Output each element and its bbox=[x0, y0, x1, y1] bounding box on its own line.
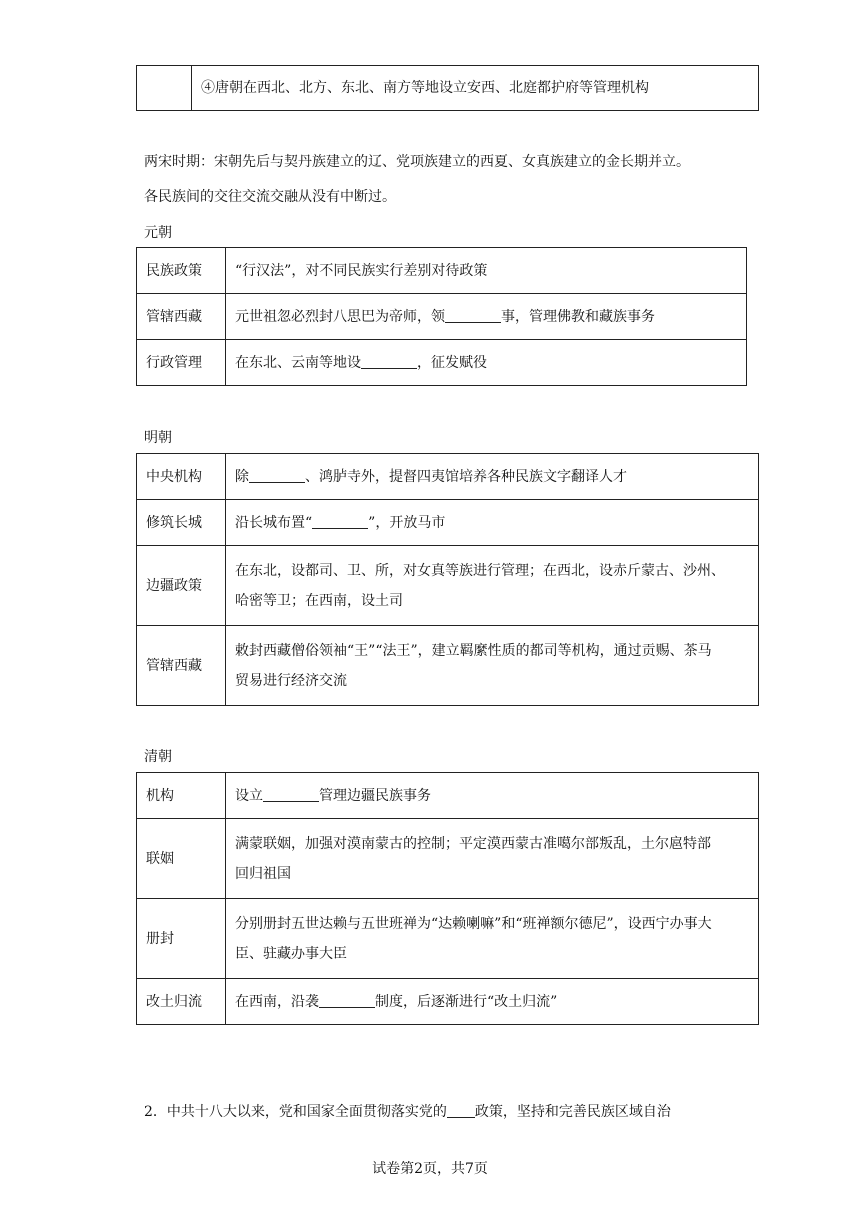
row-text bbox=[226, 294, 747, 340]
row-key: 行政管理 bbox=[137, 340, 226, 386]
text-after: ，征发赋役 bbox=[417, 354, 487, 371]
table-row bbox=[137, 626, 759, 706]
row-key: 修筑长城 bbox=[137, 500, 226, 546]
table-row bbox=[137, 979, 759, 1025]
question-2 bbox=[144, 1099, 671, 1121]
text-line-1: 分别册封五世达赖与五世班禅为“达赖喇嘛”和“班禅额尔德尼”，设西宁办事大 bbox=[235, 915, 712, 932]
text-line-1: 满蒙联姻，加强对漠南蒙古的控制；平定漠西蒙古准噶尔部叛乱，土尔扈特部 bbox=[235, 835, 711, 852]
text-line-2: 哈密等卫；在西南，设土司 bbox=[235, 592, 403, 609]
text-after: 管理边疆民族事务 bbox=[319, 787, 431, 804]
text-line-1: 在东北，设都司、卫、所，对女真等族进行管理；在西北，设赤斤蒙古、沙州、 bbox=[235, 562, 725, 579]
page-footer: 试卷第2页，共7页 bbox=[372, 1161, 488, 1177]
yuan-table bbox=[136, 247, 747, 386]
answer-blank[interactable] bbox=[319, 989, 375, 1008]
table-row bbox=[137, 500, 759, 546]
row-key: 边疆政策 bbox=[137, 546, 226, 626]
row-key: 册封 bbox=[137, 899, 226, 979]
question-number: 2． bbox=[144, 1104, 167, 1120]
table-row bbox=[137, 294, 747, 340]
table-row bbox=[137, 248, 747, 294]
song-line-1: 两宋时期：宋朝先后与契丹族建立的辽、党项族建立的西夏、女真族建立的金长期并立。 bbox=[144, 154, 690, 170]
row-key: 机构 bbox=[137, 773, 226, 819]
text-before: 在东北、云南等地设 bbox=[235, 354, 361, 371]
table-row bbox=[137, 773, 759, 819]
row-key: 联姻 bbox=[137, 819, 226, 899]
row-text bbox=[226, 546, 759, 626]
text-line-1: 敕封西藏僧俗领袖“王”“法王”，建立羁縻性质的都司等机构，通过贡赐、茶马 bbox=[235, 642, 712, 659]
text-before: 元世祖忽必烈封八思巴为帝师，领 bbox=[235, 308, 445, 325]
text-after: 、鸿胪寺外，提督四夷馆培养各种民族文字翻译人才 bbox=[305, 468, 627, 485]
row-text bbox=[226, 819, 759, 899]
qing-table bbox=[136, 772, 759, 1025]
text-before: 除 bbox=[235, 468, 249, 485]
row-text bbox=[226, 773, 759, 819]
text-after: ”，开放马市 bbox=[368, 514, 446, 531]
text-before: 在西南，沿袭 bbox=[235, 993, 319, 1010]
text-line-2: 回归祖国 bbox=[235, 865, 291, 882]
row-text bbox=[226, 454, 759, 500]
row-text bbox=[226, 899, 759, 979]
row-text: “行汉法”，对不同民族实行差别对待政策 bbox=[226, 248, 747, 294]
qing-heading: 清朝 bbox=[144, 749, 172, 765]
question-text-before: 中共十八大以来，党和国家全面贯彻落实党的 bbox=[166, 1104, 447, 1120]
answer-blank[interactable] bbox=[263, 783, 319, 802]
answer-blank[interactable] bbox=[445, 304, 501, 323]
table-row bbox=[137, 340, 747, 386]
table-row bbox=[137, 546, 759, 626]
answer-blank[interactable] bbox=[312, 510, 368, 529]
answer-blank[interactable] bbox=[361, 350, 417, 369]
text-after: 制度，后逐渐进行“改土归流” bbox=[375, 993, 558, 1010]
row-key: 改土归流 bbox=[137, 979, 226, 1025]
table-row bbox=[137, 899, 759, 979]
table-row bbox=[137, 454, 759, 500]
answer-blank[interactable] bbox=[447, 1099, 475, 1118]
tang-table bbox=[136, 65, 759, 111]
row-text bbox=[226, 340, 747, 386]
table-row bbox=[137, 66, 759, 111]
text-before: 设立 bbox=[235, 787, 263, 804]
text-before: 沿长城布置“ bbox=[235, 514, 313, 531]
row-text bbox=[226, 979, 759, 1025]
text-line-2: 贸易进行经济交流 bbox=[235, 672, 347, 689]
question-text-after: 政策，坚持和完善民族区域自治 bbox=[474, 1104, 671, 1120]
row-text bbox=[226, 500, 759, 546]
answer-blank[interactable] bbox=[249, 464, 305, 483]
row-key bbox=[137, 66, 192, 111]
row-text: ④唐朝在西北、北方、东北、南方等地设立安西、北庭都护府等管理机构 bbox=[192, 66, 759, 111]
ming-heading: 明朝 bbox=[144, 430, 172, 446]
song-line-2: 各民族间的交往交流交融从没有中断过。 bbox=[144, 189, 396, 205]
text-line-2: 臣、驻藏办事大臣 bbox=[235, 945, 347, 962]
row-text bbox=[226, 626, 759, 706]
row-key: 民族政策 bbox=[137, 248, 226, 294]
row-key: 中央机构 bbox=[137, 454, 226, 500]
ming-table bbox=[136, 453, 759, 706]
table-row bbox=[137, 819, 759, 899]
row-key: 管辖西藏 bbox=[137, 294, 226, 340]
text-after: 事，管理佛教和藏族事务 bbox=[501, 308, 655, 325]
yuan-heading: 元朝 bbox=[144, 225, 172, 241]
row-key: 管辖西藏 bbox=[137, 626, 226, 706]
